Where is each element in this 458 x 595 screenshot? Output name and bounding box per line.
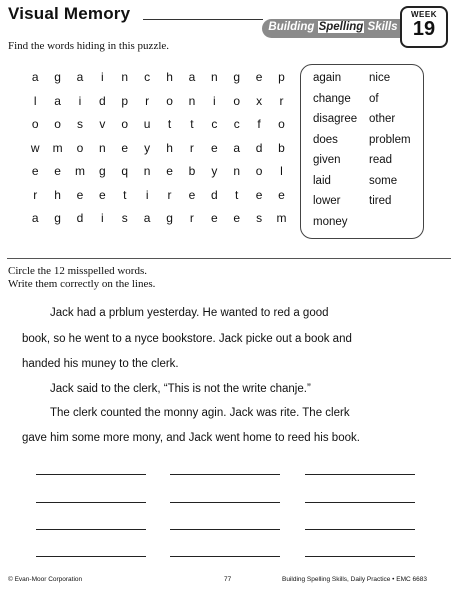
grid-letter[interactable]: v: [99, 117, 106, 131]
grid-letter[interactable]: o: [54, 117, 61, 131]
grid-letter[interactable]: g: [99, 164, 106, 178]
word-list-item: read: [369, 154, 393, 166]
grid-letter[interactable]: o: [31, 117, 39, 131]
grid-letter[interactable]: x: [256, 93, 263, 108]
word-list-item: some: [369, 174, 398, 187]
grid-letter[interactable]: b: [188, 164, 196, 178]
word-list-item: nice: [369, 72, 391, 84]
grid-letter[interactable]: g: [233, 70, 241, 84]
banner-post: Skills: [364, 21, 398, 33]
word-list-item: money: [313, 215, 348, 228]
grid-letter[interactable]: e: [31, 164, 39, 178]
grid-letter[interactable]: t: [123, 187, 127, 202]
grid-letter[interactable]: h: [166, 70, 173, 84]
word-search-grid: [24, 66, 293, 231]
grid-letter[interactable]: t: [167, 117, 172, 131]
word-list-box: [300, 64, 424, 239]
grid-letter[interactable]: l: [33, 93, 37, 108]
answer-line[interactable]: [170, 529, 280, 530]
week-number: 19: [412, 18, 436, 40]
grid-row: [24, 160, 293, 184]
grid-letter[interactable]: o: [76, 140, 84, 155]
story-line: Jack said to the clerk, “This is not the write chanje.”: [50, 383, 311, 395]
answer-line[interactable]: [170, 556, 280, 557]
word-list-item: change: [313, 92, 351, 105]
story-line: gave him some more mony, and Jack went home to reed his book.: [22, 432, 360, 444]
grid-letter[interactable]: g: [54, 211, 61, 225]
grid-letter[interactable]: a: [188, 70, 196, 84]
answer-line[interactable]: [305, 529, 415, 530]
answer-line[interactable]: [170, 502, 280, 503]
grid-letter[interactable]: r: [189, 140, 194, 155]
grid-letter[interactable]: d: [76, 211, 84, 225]
grid-letter[interactable]: a: [31, 70, 39, 84]
grid-letter[interactable]: r: [167, 187, 172, 202]
grid-letter[interactable]: o: [278, 117, 285, 131]
grid-letter[interactable]: y: [144, 140, 151, 155]
grid-letter[interactable]: e: [210, 140, 218, 155]
answer-line[interactable]: [305, 556, 415, 557]
grid-letter[interactable]: y: [211, 164, 218, 178]
grid-letter[interactable]: r: [279, 93, 284, 108]
grid-letter[interactable]: e: [76, 187, 84, 202]
grid-letter[interactable]: i: [101, 211, 104, 225]
grid-letter[interactable]: i: [145, 187, 149, 202]
word-list-item: given: [313, 154, 341, 166]
grid-letter[interactable]: e: [99, 187, 106, 202]
answer-line[interactable]: [36, 474, 146, 475]
grid-letter[interactable]: n: [121, 70, 129, 84]
word-list-item: laid: [313, 174, 331, 187]
word-list-column-1: [313, 68, 357, 232]
grid-letter[interactable]: m: [74, 164, 85, 178]
grid-letter[interactable]: m: [276, 211, 287, 225]
grid-letter[interactable]: d: [99, 93, 106, 108]
grid-letter[interactable]: a: [76, 70, 84, 84]
footer-book-title: Building Spelling Skills, Daily Practice • EMC 6683: [282, 576, 427, 583]
grid-letter[interactable]: t: [235, 187, 239, 202]
grid-row: [24, 207, 293, 231]
grid-letter[interactable]: g: [166, 211, 173, 225]
grid-letter[interactable]: e: [210, 211, 218, 225]
grid-letter[interactable]: c: [144, 70, 151, 84]
grid-letter[interactable]: p: [121, 93, 129, 108]
grid-letter[interactable]: a: [143, 211, 151, 225]
word-list-column-2: [369, 68, 411, 212]
grid-letter[interactable]: h: [54, 187, 61, 202]
grid-letter[interactable]: t: [190, 117, 194, 131]
grid-letter[interactable]: c: [233, 117, 240, 131]
story-line: Jack had a prblum yesterday. He wanted to red a good: [50, 307, 329, 319]
grid-letter[interactable]: o: [121, 117, 129, 131]
grid-letter[interactable]: q: [121, 164, 129, 178]
title-rule: [143, 19, 263, 20]
grid-letter[interactable]: c: [211, 117, 218, 131]
grid-letter[interactable]: s: [121, 211, 128, 225]
grid-letter[interactable]: e: [255, 70, 263, 84]
grid-letter[interactable]: n: [143, 164, 151, 178]
grid-letter[interactable]: o: [166, 93, 173, 108]
story-instruction-1: Circle the 12 misspelled words.: [8, 265, 148, 277]
grid-letter[interactable]: b: [278, 140, 285, 155]
grid-letter[interactable]: l: [280, 164, 283, 178]
series-banner: [262, 19, 404, 38]
grid-letter[interactable]: n: [188, 93, 196, 108]
grid-letter[interactable]: g: [54, 70, 61, 84]
grid-letter[interactable]: o: [255, 164, 263, 178]
grid-letter[interactable]: e: [54, 164, 61, 178]
answer-line[interactable]: [36, 556, 146, 557]
word-list-item: other: [369, 113, 396, 125]
grid-letter[interactable]: s: [256, 211, 263, 225]
grid-letter[interactable]: o: [233, 93, 241, 108]
story-line: book, so he went to a nyce bookstore. Jack picke out a book and: [22, 333, 352, 345]
page-title: Visual Memory: [8, 4, 131, 23]
grid-letter[interactable]: m: [52, 140, 63, 155]
week-badge: [400, 6, 448, 48]
grid-letter[interactable]: a: [54, 93, 61, 108]
grid-letter[interactable]: h: [166, 140, 173, 155]
grid-letter[interactable]: e: [278, 187, 285, 202]
grid-letter[interactable]: s: [76, 117, 83, 131]
grid-letter[interactable]: a: [233, 140, 241, 155]
week-label: WEEK: [411, 10, 437, 19]
word-list-item: disagree: [313, 113, 358, 125]
grid-letter[interactable]: p: [278, 70, 285, 84]
grid-letter[interactable]: e: [121, 140, 129, 155]
answer-line[interactable]: [170, 474, 280, 475]
footer-page-number: 77: [224, 576, 232, 583]
grid-letter[interactable]: a: [31, 211, 39, 225]
grid-row: [24, 66, 293, 90]
answer-line[interactable]: [36, 529, 146, 530]
story-instruction-2: Write them correctly on the lines.: [8, 278, 156, 290]
grid-letter[interactable]: i: [78, 93, 82, 108]
grid-letter[interactable]: u: [143, 117, 151, 131]
grid-row: [24, 137, 293, 161]
grid-letter[interactable]: d: [255, 140, 263, 155]
grid-letter[interactable]: i: [101, 70, 104, 84]
grid-letter[interactable]: n: [233, 164, 241, 178]
word-list-item: again: [313, 72, 342, 84]
answer-line[interactable]: [305, 502, 415, 503]
grid-row: [24, 90, 293, 114]
word-list-item: of: [369, 92, 379, 105]
grid-letter[interactable]: e: [233, 211, 241, 225]
banner-highlight: Spelling: [318, 21, 364, 33]
grid-letter[interactable]: i: [212, 93, 216, 108]
grid-letter[interactable]: r: [145, 93, 150, 108]
word-list-item: does: [313, 133, 338, 146]
grid-letter[interactable]: e: [188, 187, 196, 202]
grid-letter[interactable]: r: [33, 187, 38, 202]
grid-letter[interactable]: e: [255, 187, 263, 202]
word-list-item: tired: [369, 195, 392, 207]
grid-letter[interactable]: r: [189, 211, 194, 225]
grid-letter[interactable]: w: [30, 140, 40, 155]
grid-letter[interactable]: e: [166, 164, 173, 178]
section-divider: [7, 258, 451, 259]
answer-line[interactable]: [305, 474, 415, 475]
grid-letter[interactable]: n: [210, 70, 218, 84]
grid-letter[interactable]: f: [257, 117, 261, 131]
grid-letter[interactable]: d: [210, 187, 218, 202]
grid-row: [24, 184, 293, 208]
story-line: The clerk counted the monny agin. Jack was rite. The clerk: [50, 407, 350, 419]
answer-line[interactable]: [36, 502, 146, 503]
grid-row: [24, 113, 293, 137]
footer-copyright: © Evan-Moor Corporation: [8, 576, 83, 583]
story-line: handed his muney to the clerk.: [22, 358, 179, 370]
banner-pre: Building: [268, 21, 318, 33]
word-list-item: lower: [313, 195, 341, 207]
puzzle-instruction: Find the words hiding in this puzzle.: [8, 40, 170, 52]
grid-letter[interactable]: n: [99, 140, 106, 155]
series-banner-text: [262, 21, 404, 33]
word-list-item: problem: [369, 133, 411, 146]
